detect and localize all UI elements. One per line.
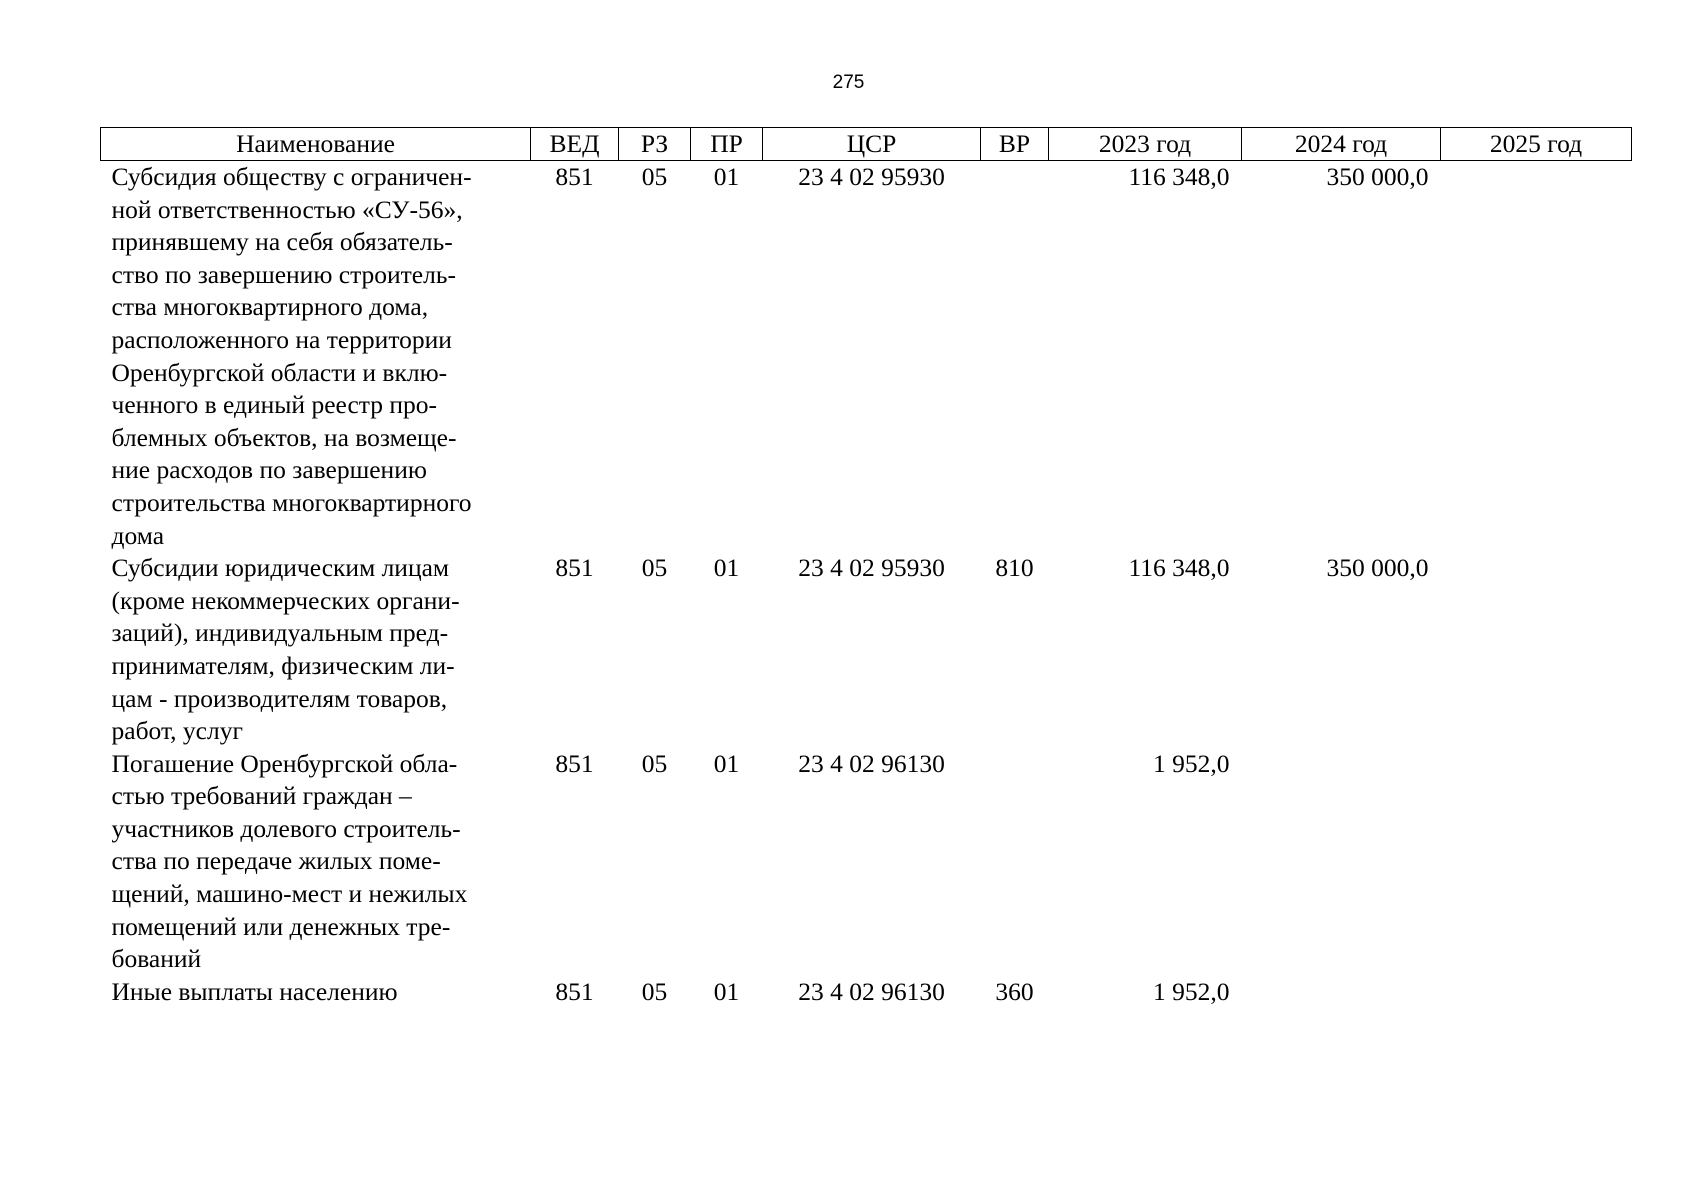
cell-rz: 05 bbox=[641, 976, 668, 1006]
cell-vr: 810 bbox=[995, 553, 1034, 583]
cell-pr: 01 bbox=[713, 553, 740, 583]
name-line: Оренбургской области и вклю- bbox=[111, 357, 448, 387]
cell-pr: 01 bbox=[713, 162, 740, 191]
cell-ved: 851 bbox=[555, 748, 594, 778]
cell-ved: 851 bbox=[555, 553, 594, 583]
header-rz: РЗ bbox=[619, 128, 691, 161]
cell-2025 bbox=[1441, 976, 1632, 1009]
budget-table bbox=[100, 127, 1632, 1008]
name-line: дома bbox=[111, 520, 165, 550]
name-line: Субсидии юридическим лицам bbox=[111, 553, 450, 583]
name-line: цам - производителям товаров, bbox=[111, 683, 448, 713]
name-line: стью требований граждан – bbox=[111, 781, 412, 811]
name-line: Погашение Оренбургской обла- bbox=[111, 748, 458, 778]
name-line: участников долевого строитель- bbox=[111, 813, 461, 843]
name-line: блемных объектов, на возмеще- bbox=[111, 422, 457, 452]
name-line: ства многоквартирного дома, bbox=[111, 292, 429, 322]
table-row bbox=[101, 161, 1632, 553]
cell-name bbox=[101, 748, 531, 976]
cell-ved: 851 bbox=[555, 162, 594, 191]
header-vr: ВР bbox=[981, 128, 1049, 161]
header-ved: ВЕД bbox=[531, 128, 619, 161]
header-2024: 2024 год bbox=[1242, 128, 1441, 161]
header-2023: 2023 год bbox=[1049, 128, 1242, 161]
name-line: ной ответственностью «СУ-56», bbox=[111, 194, 463, 224]
table-row bbox=[101, 748, 1632, 976]
cell-2023: 116 348,0 bbox=[1128, 553, 1230, 583]
cell-vr bbox=[981, 161, 1049, 553]
cell-2023: 1 952,0 bbox=[1153, 976, 1230, 1006]
cell-2024: 350 000,0 bbox=[1326, 553, 1429, 583]
name-line: щений, машино-мест и нежилых bbox=[111, 879, 468, 909]
cell-2025 bbox=[1441, 748, 1632, 976]
page-number: 275 bbox=[832, 72, 865, 93]
cell-2024 bbox=[1242, 748, 1441, 976]
table-row bbox=[101, 552, 1632, 748]
name-line: помещений или денежных тре- bbox=[111, 911, 451, 941]
cell-ved: 851 bbox=[555, 976, 594, 1006]
name-line: расположенного на территории bbox=[111, 324, 452, 354]
cell-rz: 05 bbox=[641, 162, 668, 191]
name-line: принявшему на себя обязатель- bbox=[111, 227, 453, 257]
name-line: ние расходов по завершению bbox=[111, 455, 427, 485]
header-name: Наименование bbox=[101, 128, 531, 161]
cell-name bbox=[101, 161, 531, 553]
cell-2024: 350 000,0 bbox=[1326, 162, 1429, 191]
table-row bbox=[101, 976, 1632, 1009]
table-header-row bbox=[101, 128, 1632, 161]
cell-pr: 01 bbox=[713, 976, 740, 1006]
name-line: работ, услуг bbox=[111, 716, 243, 746]
cell-vr: 360 bbox=[995, 976, 1034, 1006]
cell-2024 bbox=[1242, 976, 1441, 1009]
header-pr: ПР bbox=[691, 128, 763, 161]
name-line: бований bbox=[111, 944, 202, 974]
name-line: принимателям, физическим ли- bbox=[111, 650, 455, 680]
cell-csr: 23 4 02 96130 bbox=[798, 976, 945, 1006]
name-line: заций), индивидуальным пред- bbox=[111, 618, 449, 648]
name-line: Иные выплаты населению bbox=[111, 976, 398, 1006]
cell-pr: 01 bbox=[713, 748, 740, 778]
cell-2025 bbox=[1441, 552, 1632, 748]
cell-2023: 1 952,0 bbox=[1153, 748, 1230, 778]
name-line: (кроме некоммерческих органи- bbox=[111, 585, 460, 615]
name-line: ства по передаче жилых поме- bbox=[111, 846, 441, 876]
header-2025: 2025 год bbox=[1441, 128, 1632, 161]
header-csr: ЦСР bbox=[763, 128, 981, 161]
cell-csr: 23 4 02 96130 bbox=[798, 748, 945, 778]
name-line: Субсидия обществу с ограничен- bbox=[111, 162, 472, 191]
name-line: строительства многоквартирного bbox=[111, 487, 472, 517]
cell-rz: 05 bbox=[641, 748, 668, 778]
cell-vr bbox=[981, 748, 1049, 976]
table-body bbox=[101, 161, 1632, 1009]
name-line: ченного в единый реестр про- bbox=[111, 390, 438, 420]
cell-csr: 23 4 02 95930 bbox=[798, 553, 945, 583]
name-line: ство по завершению строитель- bbox=[111, 259, 456, 289]
cell-rz: 05 bbox=[641, 553, 668, 583]
cell-name bbox=[101, 552, 531, 748]
cell-2023: 116 348,0 bbox=[1128, 162, 1230, 191]
cell-csr: 23 4 02 95930 bbox=[798, 162, 945, 191]
cell-2025 bbox=[1441, 161, 1632, 553]
cell-name bbox=[101, 976, 531, 1009]
